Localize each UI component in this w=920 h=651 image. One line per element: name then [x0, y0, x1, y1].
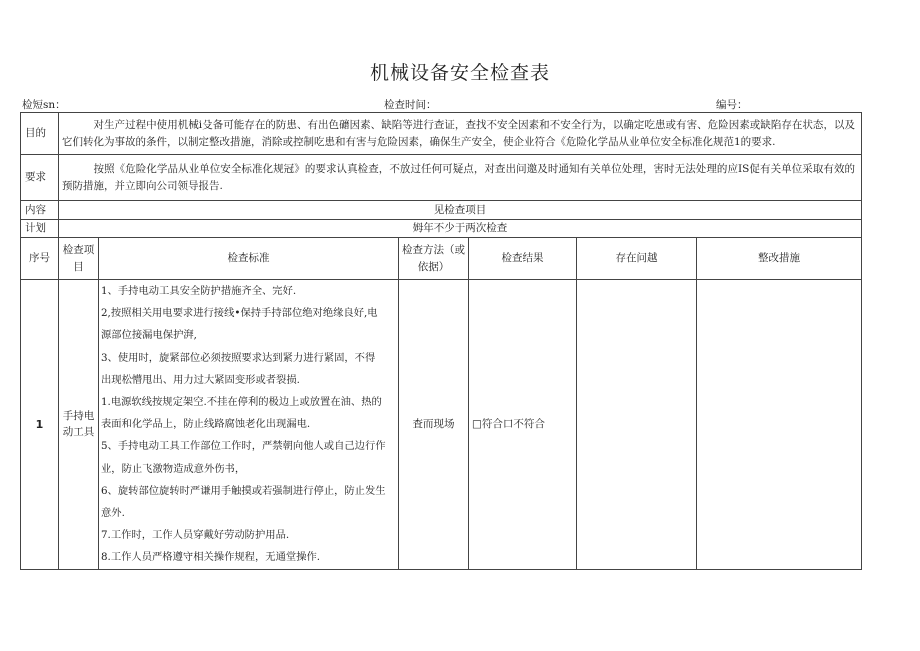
requirement-row [21, 155, 862, 201]
row-issue[interactable] [577, 280, 697, 570]
standard-line: 表面和化学品上，防止线路腐蚀老化出现漏电. [101, 418, 311, 431]
standard-line: 6、旋转部位旋转时严谦用手触摸或若强制进行停止，防止发生 [101, 484, 386, 497]
plan-row [21, 220, 862, 238]
inspection-time-label: 检查时间： [384, 99, 437, 111]
header-measure: 整改措施 [697, 238, 862, 280]
inspection-table [20, 112, 862, 570]
inspector-label: 检短sn： [22, 99, 66, 111]
row-method: 査而现场 [399, 280, 469, 570]
standard-line: 5、手持电动工具工作部位工作时，严禁朝向他人或自己边行作 [101, 440, 386, 453]
purpose-label: 目的 [21, 113, 59, 155]
content-row [21, 201, 862, 220]
purpose-row [21, 113, 862, 155]
header-method: 检查方法（或依据） [399, 238, 469, 280]
standard-line: 意外. [101, 507, 125, 520]
standard-line: 1.电源软线按规定架空.不挂在停利的极边上或放置在油、热的 [101, 396, 382, 409]
header-row [21, 238, 862, 280]
purpose-text: 对生产过程中使用机械i殳备可能存在的防患、有出色礳因素、缺陷等进行查证，查找不安全因素和不安全行为，以确定吃患或有害、危险因素或缺陷存在状态，以及它们转化为事故的条件，以制定整改措施，消除或控制吃患和有害与危险因素，确保生产安全，使企业符合《危险化学品从业单位安全标准化规范1的要求. [59, 113, 862, 155]
requirement-text: 按照《危险化学品从业单位安全标准化规冠》的要求认真检查，不放过任何可疑点，对查出问邀及时通知有关单位处理，害时无法处理的应IS促有关单位采取有效的预防措施，并立即向公司领导报告. [59, 155, 862, 201]
row-item: 手持电动工具 [59, 280, 99, 570]
row-result[interactable]: □符合口不符合 [469, 280, 577, 570]
page-title: 机械设备安全检查表 [369, 62, 550, 84]
standard-line: 源部位接漏电保护湃, [101, 329, 197, 342]
plan-value: 姆年不少于两次检查 [59, 220, 862, 238]
row-standards [99, 280, 399, 570]
header-result: 检查结果 [469, 238, 577, 280]
standard-line: 1、手持电动工具安全防护措施齐全、完好. [101, 285, 297, 297]
content-label: 内容 [21, 201, 59, 220]
standard-line: 出现松懵甩出、用力过大紧固变形或者裂损. [101, 373, 300, 386]
standard-line: 8.工作人员严格遵守相关操作规程，无通堂操作. [101, 551, 321, 564]
table-row [21, 280, 862, 570]
serial-number-label: 编号： [716, 99, 748, 111]
content-value: 见检查项目 [59, 201, 862, 220]
standard-line: 2,按照相关用电要求进行接线•保持手持部位绝对绝缘良好,电 [101, 307, 378, 320]
requirement-label: 要求 [21, 155, 59, 201]
row-seq: 1 [21, 280, 59, 570]
header-seq: 序号 [21, 238, 59, 280]
standard-line: 3、使用时，旋紧部位必须按照要求达到紧力进行紧固，不得 [101, 351, 376, 364]
header-standard: 检查标准 [99, 238, 399, 280]
standard-line: 业，防止飞激物造成意外伤书， [101, 462, 246, 475]
standard-line: 7.工作时，工作人员穿戴好劳动防护用品. [101, 529, 290, 542]
row-measure[interactable] [697, 280, 862, 570]
plan-label: 计划 [21, 220, 59, 238]
header-item: 检查项目 [59, 238, 99, 280]
header-issue: 存在问越 [577, 238, 697, 280]
